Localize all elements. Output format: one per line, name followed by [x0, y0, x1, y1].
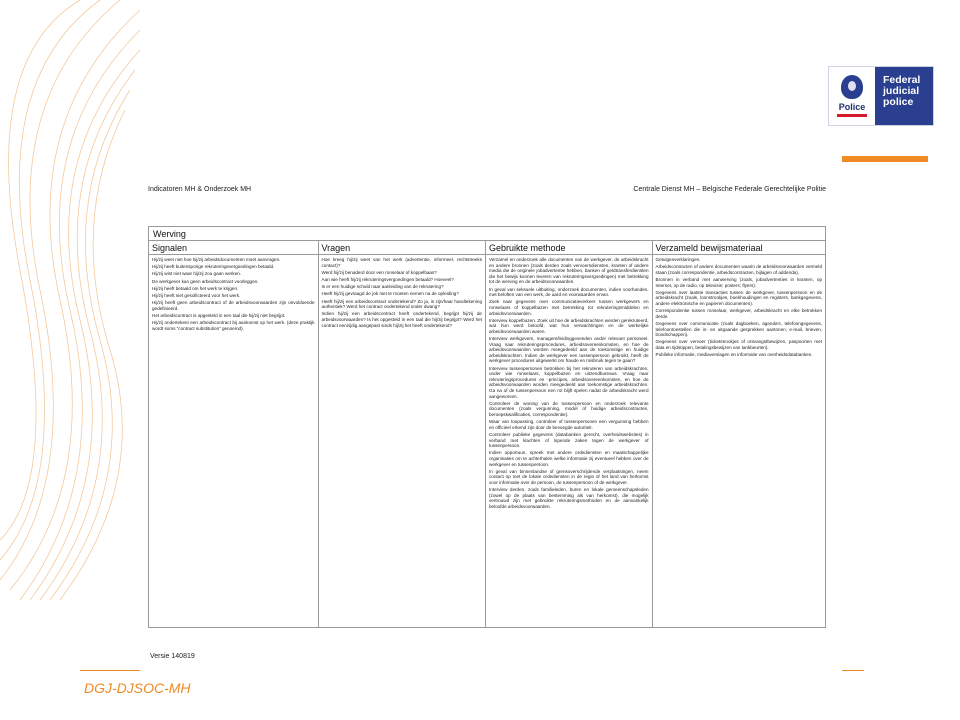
column-body: [149, 255, 318, 627]
list-item: Gegevens over vervoer (ticketstrookjes of ontvangstbewijzen, paspoorten met data en tijdstippen, betalingsbewijzen van tankbeurten).: [655, 339, 822, 350]
list-item: Is er een huidige schuld naar aanleiding van de rekrutering?: [321, 284, 444, 290]
list-item: Hij/zij heeft niet gesollicteerd voor het werk.: [152, 292, 241, 298]
list-item: Hij/zij heeft buitensporige rekruteringsvergoedingen betaald.: [152, 264, 275, 270]
column-gebruikte-methode: [486, 241, 653, 627]
list-item: Zoek naar gegevens over communicatieverkeer tussen werkgevers en ronselaars of koppelbazen met betrekking tot rekruteringsmiddelen en arbeidsvoorwaarden.: [489, 299, 649, 316]
list-item: Interview werkgevers, managers/leidinggevenden ander relevant personeel. Vraag naar rekruteringsprocedures, arbeidsovereenkomsten, en hoe de arbeidsvoorwaarden worden meegedeeld aan de toekomstige en huidige arbeidskrachten. Indien de werkgever een tussenpersoon gebruikt, heeft de werkgever procedures uitgewerkt om fraude en misbruik tegen te gaan?: [489, 336, 649, 364]
logo-line-2: judicial: [883, 85, 920, 97]
list-item: Getuigenverklaringen.: [655, 257, 701, 262]
footer-label: DGJ-DJSOC-MH: [84, 680, 191, 696]
logo-emblem-block: [829, 67, 875, 125]
list-item: Interview tussenpersonen betrokken bij het rekruteren van arbeidskrachten, onder wie ronselaars, koppelbazen en uitzendbureaus. Vraag naar rekruteringsprocedures en -principes, arbeidsovereenkomsten, en hoe de arbeidsvoorwaarden worden meegedeeld aan toekomstige arbeidskrachten. Ga na of de tussenpersoon een rol blijft spelen nadat de arbeidskracht werd aangeworven.: [489, 365, 649, 399]
logo-police-text: Police: [838, 102, 866, 112]
logo-title-block: [875, 67, 933, 125]
list-item: Controleer publieke gegevens (databanken gerecht, overheidswebsites) in verband met klachten of lopende zaken tegen de werkgever of tussenpersoon.: [489, 431, 649, 449]
list-item: Verzamel en onderzoek alle documenten van de werkgever, de arbeidskracht en andere bronnen (zoals derden zoals vervoersdiensten, kranten of andere media die de originele jobadvertentie hebben, banken of geldtransferdiensten die het bewijs kunnen leveren van rekruteringsvergoedingen) met betrekking tot de werving en de arbeidsvoorwaarden.: [489, 257, 649, 285]
list-item: In geval van binnenlandse of grensoverschrijdende verplaatsingen, neem contact op met de lokale ordediensten in de regio of het land van herkomst voor informatie over de persoon, de tussenpersoon of de werkgever.: [489, 468, 649, 485]
column-body: [653, 255, 825, 627]
list-item: Hij/zij weet niet hoe hij/zij arbeidsdocumenten moet aanvragen.: [152, 257, 281, 262]
footer-line-right: [842, 670, 864, 671]
column-vragen: [319, 241, 487, 627]
footer-line-left: [80, 670, 140, 671]
document-page: [148, 186, 826, 628]
list-item: Bronnen in verband met aanwerving (zoals, jobadvertenties in kranten, op Internet, op de radio, op televisie; posters; flyers).: [655, 276, 822, 288]
accent-bar: [842, 156, 928, 162]
list-item: De werkgever kan geen arbeidscontract voorleggen.: [152, 278, 259, 284]
list-item: Heeft hij/zij gevraagd de job niet te moeten nemen na de opleiding?: [321, 291, 459, 297]
document-header: [148, 186, 826, 193]
list-item: Interview koppelbazen. Zoek uit hoe de arbeidskrachten werden gerekruteerd, wat hun werd beloofd, wat hun verwachtingen en de werkelijke arbeidsvoorwaarden waren.: [489, 317, 649, 334]
police-emblem-icon: [841, 75, 863, 99]
list-item: Heeft hij/zij een arbeidscontract ondertekend? Zo ja, is zijn/haar handtekening authentiek? Werd het contract ondertekend onder dwang?: [321, 298, 482, 310]
header-left-title: Indicatoren MH & Onderzoek MH: [148, 186, 252, 193]
column-heading: Vragen: [319, 241, 486, 255]
logo-line-3: police: [883, 96, 914, 108]
list-item: Het arbeidscontract is opgesteld in een taal die hij/zij niet begrijpt.: [152, 312, 286, 318]
header-right-title: Centrale Dienst MH – Belgische Federale Gerechtelijke Politie: [633, 186, 826, 193]
list-item: Indien hij/zij een arbeidscontract heeft ondertekend, begrijpt hij/zij de arbeidsvoorwaarden? Is het opgesteld in een taal die hij/zij begrijpt? Werd het contract eenzijdig aangepast sinds hij/zij het heeft ondertekend?: [321, 311, 482, 328]
list-item: Indien opportuun, spreek met andere ordediensten en maatschappelijke organisaties om te achterhalen welke informatie zij eventueel hebben over de werkgever en tussenpersoon.: [489, 450, 649, 467]
list-item: Aan wie heeft hij/zij rekruteringsvergoedingen betaald? Hoeveel?: [321, 276, 454, 282]
werving-table: [148, 226, 826, 628]
list-item: Controleer de woning van de tussenpersoon en onderzoek relevante documenten (zoals vergunning, model of huidige arbeidscontracten, beroepskwalificaties, correspondentie).: [489, 400, 649, 417]
federal-police-logo: [828, 66, 934, 126]
list-item: Hij/zij ondertekent een arbeidscontract bij aankomst op het werk. (deze praktijk wordt soms “contract substitution” genoemd).: [152, 320, 315, 331]
list-item: Hij/zij wist niet waar hij/zij zou gaan werken.: [152, 271, 242, 277]
column-heading: Gebruikte methode: [486, 241, 652, 255]
column-body: [486, 255, 652, 627]
list-item: Arbeidscontracten of andere documenten waarin de arbeidsvoorwaarden vermeld staan (zoals correspondentie, arbeidscontracten, bijlagen of addenda).: [655, 264, 822, 275]
list-item: Gegevens over laatste transacties tussen de werkgever, tussenpersoon en de arbeidskracht (zoals, loonstrookjes, boekhoudingen en registers, bankgegevens, andere elektronische en papieren documenten).: [655, 289, 822, 306]
list-item: Hoe kreeg hij/zij weet van het werk (advertentie, informeel, rechtstreeks contact)?: [321, 257, 482, 268]
list-item: Correspondentie tussen ronselaar, werkgever, arbeidskracht en elke betrokken derde.: [655, 308, 822, 319]
table-title: Werving: [149, 227, 825, 241]
column-heading: Signalen: [149, 241, 318, 255]
version-label: Versie 140819: [150, 653, 195, 660]
list-item: Publieke informatie, mediaverslagen en informatie van overheidsdatabanken.: [655, 352, 813, 358]
list-item: Gegevens over communicatie (zoals dagboeken, agenda's, telefoongegevens, telefoontoestellen die in- en uitgaande gesprekken aantonen, e-mail, brieven, boodschappen).: [655, 320, 822, 338]
logo-line-1: Federal: [883, 74, 921, 86]
list-item: Hij/zij heeft geen arbeidscontract of de arbeidsvoorwaarden zijn onvoldoende gedefinieerd.: [152, 300, 315, 311]
list-item: In geval van seksuele uitbuiting, onderzoek documenten, indien voorhanden, met beloften van een werk, de aard en voorwaarden ervan.: [489, 286, 649, 298]
list-item: Waar van toepassing, controleer of tussenpersonen een vergunning hebben en officieel erkend zijn door de bevoegde autoriteit.: [489, 419, 649, 430]
list-item: Interview derden, zoals familieleden, buren en lokale gemeenschapsleden (zowel op de plaats van bestemming als van herkomst), die mogelijk vertrouwd zijn met gebruikte rekruteringsmethoden en de aanvankelijk beloofde arbeidsvoorwaarden.: [489, 487, 649, 509]
column-heading: Verzameld bewijsmateriaal: [653, 241, 825, 255]
column-body: [319, 255, 486, 627]
decorative-wave-lines: [0, 0, 140, 600]
logo-red-stripe: [837, 114, 867, 117]
list-item: Hij/zij heeft betaald om het werk te krijgen.: [152, 285, 239, 291]
table-columns: [149, 241, 825, 627]
list-item: Werd hij/zij benaderd door een ronselaar of koppelbaas?: [321, 269, 437, 275]
column-verzameld-bewijsmateriaal: [653, 241, 825, 627]
column-signalen: [149, 241, 319, 627]
